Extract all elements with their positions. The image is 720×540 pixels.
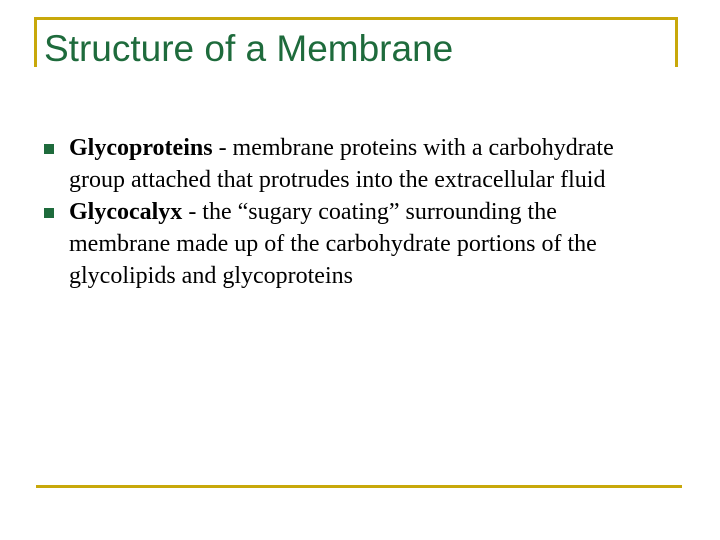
title-frame-left-line [34, 17, 37, 67]
bullet-term: Glycoproteins [69, 135, 213, 161]
slide-title: Structure of a Membrane [44, 28, 454, 69]
bullet-definition: - membrane proteins with a carbohydrate group attached that protrudes into the extracellular fluid [69, 135, 614, 193]
bullet-list [44, 132, 664, 292]
title-frame-top-line [34, 17, 678, 20]
footer-divider-line [36, 485, 682, 488]
square-bullet-icon [44, 208, 54, 218]
bullet-term: Glycocalyx [69, 199, 183, 225]
bullet-item-glycoproteins [44, 132, 664, 196]
square-bullet-icon [44, 144, 54, 154]
title-frame-right-line [675, 17, 678, 67]
bullet-item-glycocalyx [44, 196, 664, 292]
bullet-definition: - the “sugary coating” surrounding the membrane made up of the carbohydrate portions of the glycolipids and glycoproteins [69, 199, 597, 289]
